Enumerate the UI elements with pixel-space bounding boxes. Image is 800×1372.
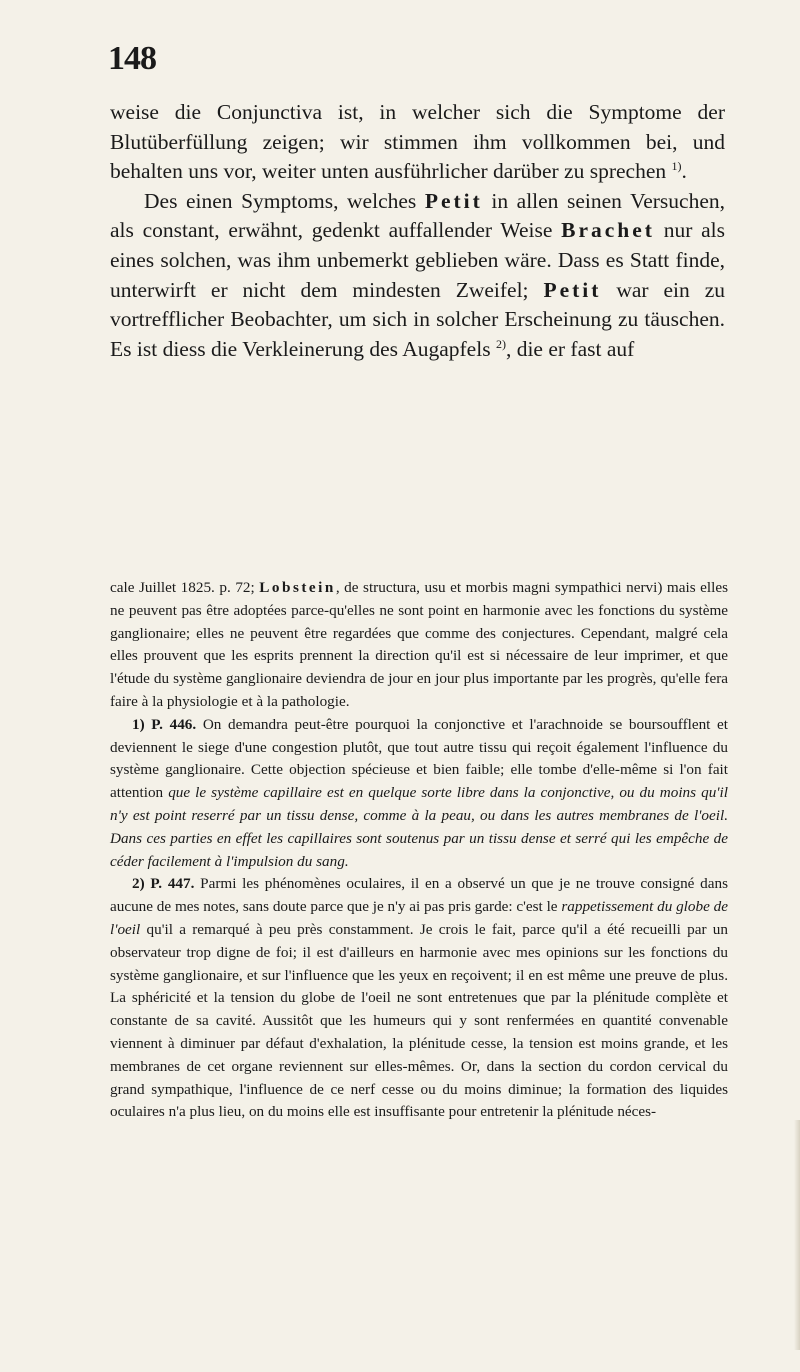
text-run: On demandra peut-être pourquoi la conjonctive et l'arachnoide se boursoufflent et deviennent le siege d'une congestion plutôt, que tout autre tissu qui reçoit également l'influence du système ganglionaire. Cette objection spécieuse et bien faible; elle tombe d'elle-même si l'on fait attention [110,715,728,802]
footnotes [110,577,728,1124]
italic-run: rappetissement du globe de l'oeil [110,898,728,938]
author-name: Lobstein [259,579,336,596]
author-name: Petit [543,277,602,302]
text-run: nur als eines solchen, was ihm unbemerkt geblieben wäre. Dass es Statt finde, unterwirft er nicht dem mindesten Zweifel; [110,218,725,302]
footnote-continuation [110,577,728,714]
text-run: qu'il a remarqué à peu près constamment. Je crois le fait, parce qu'il a été recueilli par un observateur trop digne de foi; il est d'ailleurs en harmonie avec mes opinions sur les fonctions du système ganglionaire, et sur l'influence que les yeux en reçoivent; il en est même une preuve de plus. La sphéricité et la tension du globe de l'oeil ne sont entretenues que par la plénitude complète et constante de sa cavité. Aussitôt que les humeurs qui y sont renfermées en quantité convenable viennent à diminuer par défaut d'exhalation, la plénitude cesse, la tension est moins grande, et les membranes de cet organe reviennent sur elles-mêmes. Or, dans la section du cordon cervical du grand sympathique, l'influence de ce nerf cesse ou du moins diminue; la formation des liquides oculaires n'a plus lieu, on du moins elle est insuffisante pour entretenir la plénitude néces- [110,920,728,1121]
text-run: cale Juillet 1825. p. 72; [110,579,260,596]
text-run: Parmi les phénomènes oculaires, il en a observé un que je ne trouve consigné dans aucune de mes notes, sans doute parce que je n'y ai pas pris garde: c'est le [110,875,728,916]
page-number: 148 [108,40,156,77]
text-run: weise die Conjunctiva ist, in welcher sich die Symptome der Blutüberfüllung zeigen; wir stimmen ihm vollkommen bei, und behalten uns vor, weiter unten ausführlicher darüber zu sprechen [110,100,725,184]
text-run: in allen seinen Versuchen, als constant, erwähnt, gedenkt auffallender Weise [110,188,725,243]
author-name: Brachet [561,218,655,243]
main-text [110,98,725,364]
footnote-ref-1: 1) [671,159,682,174]
italic-run: que le système capillaire est en quelque sorte libre dans la conjonctive, ou du moins qu'il n'y est point reserré par un tissu dense, comme à la peau, ou dans les autres membranes de l'oeil. Dans ces parties en effet les capillaires sont soutenus par un tissu dense et serré qui les empêche de céder facilement à l'impulsion du sang. [110,784,728,870]
paragraph-1 [110,98,725,187]
text-run: , de structura, usu et morbis magni sympathici nervi) mais elles ne peuvent pas être adoptées parce-qu'elles ne sont point en harmonie avec les fonctions du système ganglionaire; elles ne peuvent être regardées que comme des conjectures. Cependant, malgré cela elles prouvent que les esprits prennent la direction qu'il est si nécessaire de leur imprimer, et que l'étude du système ganglionaire deviendra de jour en jour plus importante par les progrès, qu'elle fera faire à la physiologie et à la pathologie. [110,579,728,710]
text-run: , die er fast auf [505,336,635,361]
footnote-ref-2: 2) [495,336,506,351]
author-name: Petit [424,188,483,213]
footnote-1 [110,714,728,874]
text-run: . [681,159,687,184]
paragraph-2 [110,187,725,365]
footnote-label: 1) P. 446. [132,715,197,733]
text-run: Des einen Symptoms, welches [144,188,425,213]
text-run: war ein zu vortrefflicher Beobachter, um sich in solcher Erscheinung zu täuschen. Es ist diess die Verkleinerung des Augapfels [110,277,725,361]
footnote-label: 2) P. 447. [132,875,195,893]
page-edge-shadow [794,1120,800,1350]
footnote-2 [110,873,728,1124]
